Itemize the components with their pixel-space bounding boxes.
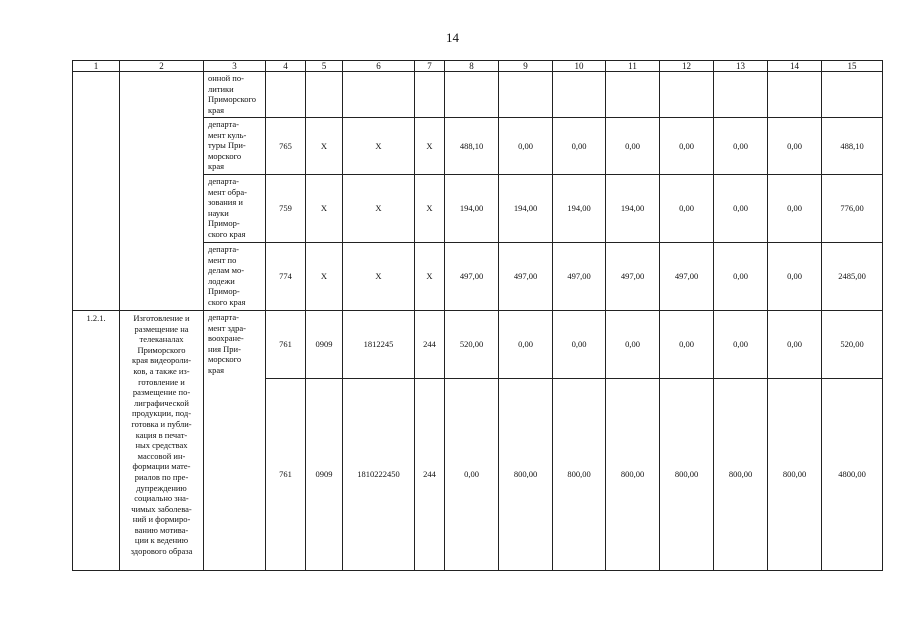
value-cell: 800,00 xyxy=(606,379,660,571)
value-cell: 497,00 xyxy=(606,243,660,311)
value-cell: 0,00 xyxy=(714,311,768,379)
value-cell: 761 xyxy=(266,311,306,379)
column-number-cell: 4 xyxy=(266,61,306,72)
column-number-cell: 15 xyxy=(822,61,883,72)
value-cell: 194,00 xyxy=(445,175,499,243)
column-number-cell: 10 xyxy=(553,61,606,72)
column-number-cell: 8 xyxy=(445,61,499,72)
value-cell: 0,00 xyxy=(768,311,822,379)
value-cell: 194,00 xyxy=(553,175,606,243)
value-cell: 800,00 xyxy=(499,379,553,571)
value-cell: 0,00 xyxy=(660,118,714,175)
value-cell xyxy=(266,72,306,118)
column-number-cell: 11 xyxy=(606,61,660,72)
value-cell: X xyxy=(415,118,445,175)
value-cell: 497,00 xyxy=(445,243,499,311)
value-cell: 0909 xyxy=(306,379,343,571)
value-cell: X xyxy=(343,243,415,311)
value-cell: 765 xyxy=(266,118,306,175)
value-cell: 800,00 xyxy=(553,379,606,571)
value-cell: 800,00 xyxy=(660,379,714,571)
value-cell xyxy=(343,72,415,118)
table-row xyxy=(73,311,883,379)
value-cell xyxy=(714,72,768,118)
column-number-cell: 7 xyxy=(415,61,445,72)
value-cell: 497,00 xyxy=(499,243,553,311)
value-cell xyxy=(499,72,553,118)
executor-cell: департа- мент обра- зования и науки Примор- ского края xyxy=(204,175,266,243)
value-cell: X xyxy=(415,175,445,243)
value-cell: X xyxy=(343,175,415,243)
value-cell xyxy=(768,72,822,118)
value-cell: X xyxy=(415,243,445,311)
column-number-cell: 2 xyxy=(120,61,204,72)
value-cell: 194,00 xyxy=(606,175,660,243)
value-cell: X xyxy=(306,118,343,175)
column-number-cell: 9 xyxy=(499,61,553,72)
value-cell: 0,00 xyxy=(660,175,714,243)
value-cell: 0,00 xyxy=(606,118,660,175)
value-cell: 497,00 xyxy=(553,243,606,311)
empty-name-cell xyxy=(120,72,204,311)
value-cell: 0,00 xyxy=(553,311,606,379)
value-cell: 776,00 xyxy=(822,175,883,243)
value-cell xyxy=(606,72,660,118)
budget-table xyxy=(72,60,883,571)
executor-cell: онной по- литики Приморского края xyxy=(204,72,266,118)
value-cell: 1812245 xyxy=(343,311,415,379)
value-cell: 244 xyxy=(415,379,445,571)
value-cell: 0,00 xyxy=(768,175,822,243)
value-cell: 0,00 xyxy=(714,243,768,311)
column-number-cell: 14 xyxy=(768,61,822,72)
value-cell: 0,00 xyxy=(499,311,553,379)
value-cell: 0,00 xyxy=(499,118,553,175)
table-row xyxy=(73,72,883,118)
value-cell: 194,00 xyxy=(499,175,553,243)
value-cell: 1810222450 xyxy=(343,379,415,571)
column-number-cell: 12 xyxy=(660,61,714,72)
column-number-cell: 3 xyxy=(204,61,266,72)
value-cell xyxy=(415,72,445,118)
value-cell: 0,00 xyxy=(553,118,606,175)
value-cell: 520,00 xyxy=(445,311,499,379)
page-number: 14 xyxy=(446,30,459,45)
value-cell xyxy=(822,72,883,118)
value-cell: 4800,00 xyxy=(822,379,883,571)
value-cell: 0,00 xyxy=(714,118,768,175)
measure-name-cell: Изготовление и размещение на телеканалах Приморского края видеороли- ков, а также из- готовление и размещение по- лиграфической продукции, под- готовка и публи- кация в печат- ных средствах массовой ин- формации мате- риалов по пре- дупреждению социально зна- чимых заболева- ний и формиро- ванию мотива- ции к ведению здорового образа xyxy=(120,311,204,571)
value-cell: X xyxy=(306,175,343,243)
value-cell: 520,00 xyxy=(822,311,883,379)
value-cell: 244 xyxy=(415,311,445,379)
column-number-cell: 13 xyxy=(714,61,768,72)
value-cell: 0909 xyxy=(306,311,343,379)
value-cell: 497,00 xyxy=(660,243,714,311)
value-cell: 0,00 xyxy=(768,243,822,311)
header-row xyxy=(73,61,883,72)
value-cell: 759 xyxy=(266,175,306,243)
value-cell: 0,00 xyxy=(714,175,768,243)
value-cell xyxy=(445,72,499,118)
value-cell: X xyxy=(343,118,415,175)
value-cell: 774 xyxy=(266,243,306,311)
value-cell xyxy=(553,72,606,118)
executor-cell: департа- мент здра- воохране- ния При- морского края xyxy=(204,311,266,571)
value-cell: 488,10 xyxy=(445,118,499,175)
value-cell: 761 xyxy=(266,379,306,571)
value-cell xyxy=(306,72,343,118)
executor-cell: департа- мент куль- туры При- морского края xyxy=(204,118,266,175)
value-cell: 800,00 xyxy=(714,379,768,571)
value-cell: 0,00 xyxy=(660,311,714,379)
value-cell: 0,00 xyxy=(768,118,822,175)
executor-cell: департа- мент по делам мо- лодежи Примор- ского края xyxy=(204,243,266,311)
value-cell: 488,10 xyxy=(822,118,883,175)
value-cell: 2485,00 xyxy=(822,243,883,311)
column-number-cell: 5 xyxy=(306,61,343,72)
empty-num-cell xyxy=(73,72,120,311)
row-number-cell: 1.2.1. xyxy=(73,311,120,571)
column-number-cell: 6 xyxy=(343,61,415,72)
value-cell xyxy=(660,72,714,118)
value-cell: 0,00 xyxy=(606,311,660,379)
value-cell: 800,00 xyxy=(768,379,822,571)
column-number-cell: 1 xyxy=(73,61,120,72)
value-cell: X xyxy=(306,243,343,311)
value-cell: 0,00 xyxy=(445,379,499,571)
